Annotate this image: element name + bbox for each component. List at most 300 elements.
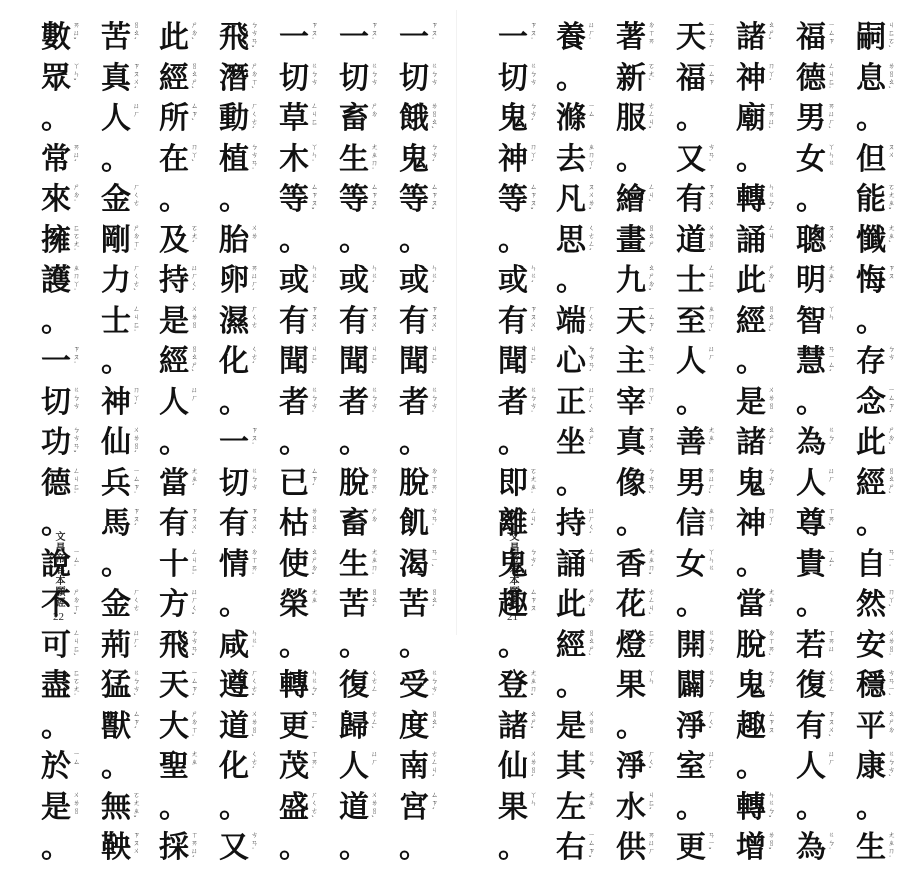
zhuyin-annotation xyxy=(431,264,438,289)
char-text: 息 xyxy=(856,60,886,96)
zhuyin-annotation xyxy=(648,426,655,459)
zhuyin-symbol: ㄘ xyxy=(768,474,775,483)
zhuyin-symbol: ㄏ xyxy=(588,304,595,313)
char-text: 趣 xyxy=(498,587,528,622)
zhuyin-symbol: ㄕ xyxy=(311,555,318,564)
zhuyin-annotation xyxy=(431,21,438,46)
char-text: 。 xyxy=(339,627,369,663)
zhuyin-symbol: ㄘ xyxy=(251,150,258,159)
zhuyin-symbol: ㄩ xyxy=(648,839,655,847)
zhuyin-symbol: ㄓ xyxy=(648,555,655,564)
zhuyin-annotation xyxy=(133,669,140,702)
zhuyin-annotation xyxy=(768,507,775,532)
zhuyin-symbol: ㄜ xyxy=(431,750,438,758)
char-text: 不 xyxy=(41,587,71,622)
punctuation-mark xyxy=(855,788,887,829)
zhuyin-annotation xyxy=(708,264,715,297)
zhuyin-symbol: ㄚ xyxy=(311,142,318,151)
tone-mark: ˙ xyxy=(73,563,77,573)
punctuation-mark xyxy=(100,342,132,383)
zhuyin-annotation xyxy=(73,629,80,662)
char-text: 茂 xyxy=(279,749,309,784)
text-char xyxy=(158,18,198,59)
tone-mark: ˙ xyxy=(371,37,375,46)
zhuyin-symbol: ㄗ xyxy=(648,320,655,329)
char-text: 經 xyxy=(556,627,586,663)
zhuyin-symbol: ㄢ xyxy=(888,677,895,685)
zhuyin-symbol: ㄉ xyxy=(371,466,378,475)
zhuyin-annotation xyxy=(371,386,378,419)
zhuyin-symbol: ㄍ xyxy=(708,628,715,637)
zhuyin-symbol: ㄕ xyxy=(888,426,895,434)
zhuyin-symbol: ㄐ xyxy=(888,21,895,29)
char-text: 穩 xyxy=(856,668,886,703)
punctuation-mark xyxy=(158,423,190,464)
zhuyin-annotation xyxy=(768,183,775,216)
zhuyin-symbol: ㄣ xyxy=(648,677,655,685)
zhuyin-annotation xyxy=(588,102,595,118)
text-char xyxy=(675,342,715,383)
zhuyin-symbol: ㄖ xyxy=(530,766,537,774)
char-text: 能 xyxy=(856,182,886,217)
zhuyin-symbol: ㄉ xyxy=(371,110,378,118)
zhuyin-symbol: ㄍ xyxy=(828,426,835,434)
zhuyin-symbol: ㄘ xyxy=(530,401,537,410)
zhuyin-symbol: ㄍ xyxy=(311,677,318,685)
zhuyin-symbol: ㄣ xyxy=(530,264,537,272)
zhuyin-symbol: ㄕ xyxy=(133,223,140,232)
tone-mark: ˋ xyxy=(708,442,712,451)
text-char xyxy=(100,18,140,59)
text-char xyxy=(278,140,318,181)
zhuyin-symbol: ㄏ xyxy=(828,758,835,766)
text-char xyxy=(675,828,715,869)
text-char xyxy=(795,140,835,181)
zhuyin-symbol: ㄤ xyxy=(191,750,198,758)
zhuyin-symbol: ㄠ xyxy=(191,353,198,361)
text-char xyxy=(218,18,258,59)
char-text: 人 xyxy=(796,749,826,784)
tone-mark: ˊ xyxy=(708,45,712,54)
zhuyin-annotation xyxy=(311,548,318,581)
tone-mark: ˊ xyxy=(133,37,137,46)
zhuyin-symbol: ㄩ xyxy=(191,385,198,394)
tone-mark: ˊ xyxy=(371,280,375,289)
zhuyin-annotation xyxy=(191,345,198,378)
tone-mark: ˋ xyxy=(888,85,892,95)
tone-mark: ˙ xyxy=(828,847,832,856)
char-text: 。 xyxy=(159,425,189,460)
char-text: 化 xyxy=(219,344,249,379)
zhuyin-symbol: ㄤ xyxy=(708,426,715,434)
tone-mark: ˇ xyxy=(191,652,195,662)
zhuyin-annotation xyxy=(311,21,318,46)
char-text: 然 xyxy=(856,587,886,622)
text-char xyxy=(497,261,537,302)
zhuyin-symbol: ㄅ xyxy=(311,685,318,693)
char-text: 像 xyxy=(616,465,646,501)
zhuyin-symbol: ㄗ xyxy=(588,847,595,855)
zhuyin-symbol: ㄠ xyxy=(768,21,775,29)
zhuyin-symbol: ㄏ xyxy=(708,709,715,718)
zhuyin-symbol: ㄢ xyxy=(311,709,318,718)
char-text: 。 xyxy=(616,506,646,541)
zhuyin-annotation xyxy=(888,264,895,280)
tone-mark: ˊ xyxy=(133,523,137,532)
tone-mark: ˙ xyxy=(530,37,534,46)
char-text: 。 xyxy=(219,182,249,217)
char-text: 南 xyxy=(399,749,429,784)
text-char xyxy=(338,383,378,424)
zhuyin-annotation xyxy=(73,669,80,702)
text-char xyxy=(615,261,655,302)
zhuyin-annotation xyxy=(530,62,537,86)
char-text: 人 xyxy=(101,101,131,136)
text-char xyxy=(158,383,198,424)
zhuyin-symbol: ㄩ xyxy=(708,345,715,353)
text-char xyxy=(497,707,537,748)
char-text: 。 xyxy=(736,749,766,784)
text-char xyxy=(555,302,595,343)
zhuyin-symbol: ㄓ xyxy=(311,596,318,604)
zhuyin-annotation xyxy=(530,264,537,289)
text-char xyxy=(218,545,258,586)
text-char xyxy=(398,59,438,100)
char-text: 生 xyxy=(339,546,369,582)
char-text: 但 xyxy=(856,141,886,177)
char-text: 。 xyxy=(279,830,309,865)
zhuyin-symbol: ㄒ xyxy=(828,507,835,515)
tone-mark: ˋ xyxy=(371,814,375,824)
text-char xyxy=(158,140,198,181)
punctuation-mark xyxy=(795,383,827,424)
text-char xyxy=(615,383,655,424)
zhuyin-symbol: ㄠ xyxy=(431,596,438,604)
zhuyin-symbol: ㄍ xyxy=(828,158,835,167)
zhuyin-symbol: ㄕ xyxy=(191,709,198,718)
text-char xyxy=(735,828,775,869)
tone-mark: ˇ xyxy=(588,207,592,216)
char-text: 淨 xyxy=(616,749,646,784)
zhuyin-symbol: ㄇ xyxy=(73,272,80,280)
zhuyin-symbol: ㄠ xyxy=(530,709,537,718)
char-text: 草 xyxy=(279,101,309,136)
zhuyin-symbol: ㄅ xyxy=(768,466,775,475)
char-text: 。 xyxy=(159,182,189,217)
text-char xyxy=(497,383,537,424)
char-text: 誦 xyxy=(736,222,766,258)
zhuyin-symbol: ㄞ xyxy=(73,21,80,29)
text-char xyxy=(158,59,198,100)
text-char xyxy=(218,342,258,383)
text-char xyxy=(497,59,537,100)
text-char xyxy=(675,707,715,748)
zhuyin-annotation xyxy=(648,629,655,654)
text-char xyxy=(795,504,835,545)
char-text: 。 xyxy=(159,789,189,825)
zhuyin-symbol: ㄠ xyxy=(311,547,318,556)
zhuyin-annotation xyxy=(73,143,80,168)
zhuyin-symbol: ㄣ xyxy=(73,69,80,78)
tone-mark: ˊ xyxy=(888,409,892,419)
zhuyin-symbol: ㄇ xyxy=(191,142,198,151)
zhuyin-annotation xyxy=(588,143,595,176)
text-char xyxy=(555,221,595,262)
text-char xyxy=(675,747,715,788)
char-text: 士 xyxy=(101,303,131,339)
zhuyin-annotation xyxy=(251,345,258,370)
zhuyin-annotation xyxy=(251,467,258,491)
zhuyin-symbol: ㄅ xyxy=(431,677,438,685)
zhuyin-annotation xyxy=(133,791,140,824)
zhuyin-annotation xyxy=(371,588,378,613)
zhuyin-symbol: ㄍ xyxy=(251,466,258,475)
zhuyin-symbol: ㄖ xyxy=(588,725,595,734)
zhuyin-symbol: ㄣ xyxy=(530,798,537,807)
zhuyin-annotation xyxy=(648,750,655,775)
text-char xyxy=(795,666,835,707)
zhuyin-symbol: ㄡ xyxy=(888,272,895,280)
char-text: 男 xyxy=(796,101,826,136)
tone-mark: ˋ xyxy=(828,733,832,743)
char-text: 明 xyxy=(796,263,826,298)
char-text: 果 xyxy=(498,789,528,825)
zhuyin-annotation xyxy=(648,791,655,816)
char-text: 切 xyxy=(41,384,71,420)
char-text: 轉 xyxy=(279,668,309,703)
zhuyin-symbol: ㄉ xyxy=(768,272,775,280)
punctuation-mark xyxy=(497,221,529,262)
zhuyin-annotation xyxy=(768,102,775,135)
char-text: 植 xyxy=(219,141,249,177)
zhuyin-annotation xyxy=(708,467,715,500)
tone-mark: ˙ xyxy=(371,409,375,419)
zhuyin-symbol: ㄓ xyxy=(708,507,715,515)
text-char xyxy=(615,342,655,383)
zhuyin-annotation xyxy=(530,507,537,532)
zhuyin-symbol: ㄖ xyxy=(768,839,775,847)
char-text: 士 xyxy=(676,263,706,298)
zhuyin-annotation xyxy=(768,224,775,240)
text-char xyxy=(735,261,775,302)
char-text: 聰 xyxy=(796,222,826,258)
zhuyin-symbol: ㄗ xyxy=(888,401,895,410)
zhuyin-symbol: ㄨ xyxy=(888,628,895,637)
tone-mark: ˊ xyxy=(530,158,534,168)
tone-mark: ˊ xyxy=(648,450,652,459)
tone-mark: ˋ xyxy=(133,288,137,297)
tone-mark: ˙ xyxy=(133,490,137,500)
tone-mark: ˙ xyxy=(371,166,375,176)
text-column xyxy=(555,18,595,869)
zhuyin-symbol: ㄡ xyxy=(133,515,140,523)
text-char xyxy=(735,302,775,343)
zhuyin-symbol: ㄅ xyxy=(371,393,378,402)
zhuyin-annotation xyxy=(191,386,198,402)
zhuyin-symbol: ㄑ xyxy=(588,401,595,410)
char-text: 果 xyxy=(616,668,646,703)
punctuation-mark xyxy=(398,221,430,262)
zhuyin-annotation xyxy=(588,710,595,734)
zhuyin-symbol: ㄇ xyxy=(530,142,537,151)
char-text: 。 xyxy=(796,182,826,217)
zhuyin-symbol: ㄡ xyxy=(431,312,438,321)
text-char xyxy=(398,99,438,140)
tone-mark: ˊ xyxy=(73,158,77,168)
zhuyin-annotation xyxy=(191,224,198,249)
char-text: 胎 xyxy=(219,222,249,258)
zhuyin-symbol: ㄤ xyxy=(648,69,655,78)
zhuyin-symbol: ㄡ xyxy=(73,353,80,361)
zhuyin-symbol: ㄘ xyxy=(133,685,140,693)
zhuyin-symbol: ㄌ xyxy=(708,231,715,240)
zhuyin-symbol: ㄅ xyxy=(251,21,258,29)
text-char xyxy=(338,545,378,586)
zhuyin-symbol: ㄈ xyxy=(708,280,715,288)
tone-mark: ˇ xyxy=(708,725,712,735)
zhuyin-symbol: ㄈ xyxy=(888,29,895,37)
zhuyin-annotation xyxy=(191,750,198,766)
zhuyin-symbol: ㄍ xyxy=(73,385,80,394)
text-char xyxy=(555,545,595,586)
zhuyin-symbol: ㄏ xyxy=(133,183,140,191)
tone-mark: ˊ xyxy=(191,693,195,702)
zhuyin-symbol: ㄅ xyxy=(191,628,198,637)
text-char xyxy=(40,626,80,667)
zhuyin-symbol: ㄖ xyxy=(73,806,80,815)
char-text: 善 xyxy=(676,425,706,460)
zhuyin-symbol: ㄓ xyxy=(530,482,537,491)
zhuyin-annotation xyxy=(311,345,318,370)
zhuyin-annotation xyxy=(530,183,537,216)
zhuyin-symbol: ㄒ xyxy=(828,628,835,637)
tone-mark: ˊ xyxy=(648,806,652,816)
text-char xyxy=(278,464,318,505)
zhuyin-symbol: ㄌ xyxy=(768,393,775,402)
text-char xyxy=(795,18,835,59)
tone-mark: ˊ xyxy=(768,685,772,694)
text-char xyxy=(158,666,198,707)
zhuyin-symbol: ㄜ xyxy=(648,588,655,596)
text-char xyxy=(795,828,835,869)
text-char xyxy=(735,18,775,59)
zhuyin-symbol: ㄏ xyxy=(828,474,835,483)
char-text: 一 xyxy=(279,20,309,55)
text-char xyxy=(615,828,655,869)
text-char xyxy=(555,788,595,829)
text-char xyxy=(40,261,80,302)
zhuyin-symbol: ㄛ xyxy=(530,466,537,475)
zhuyin-symbol: ㄗ xyxy=(133,482,140,491)
zhuyin-symbol: ㄡ xyxy=(311,29,318,37)
char-text: 歸 xyxy=(339,708,369,744)
char-text: 。 xyxy=(101,546,131,582)
char-text: 或 xyxy=(498,263,528,298)
zhuyin-symbol: ㄠ xyxy=(588,426,595,434)
zhuyin-symbol: ㄥ xyxy=(371,685,378,693)
text-char xyxy=(158,221,198,262)
zhuyin-annotation xyxy=(251,629,258,654)
zhuyin-symbol: ㄡ xyxy=(311,199,318,207)
char-text: 。 xyxy=(41,303,71,339)
zhuyin-symbol: ㄐ xyxy=(73,636,80,645)
zhuyin-symbol: ㄗ xyxy=(708,183,715,191)
char-text: 鞅 xyxy=(101,830,131,865)
zhuyin-symbol: ㄇ xyxy=(530,685,537,693)
zhuyin-symbol: ㄏ xyxy=(828,118,835,126)
text-char xyxy=(555,140,595,181)
text-char xyxy=(735,59,775,100)
text-char xyxy=(338,99,378,140)
zhuyin-symbol: ㄏ xyxy=(191,596,198,604)
zhuyin-annotation xyxy=(648,62,655,87)
char-text: 。 xyxy=(219,384,249,420)
text-char xyxy=(855,828,895,869)
char-text: 苦 xyxy=(399,587,429,622)
zhuyin-symbol: ㄗ xyxy=(708,77,715,86)
tone-mark: ˇ xyxy=(648,766,652,775)
zhuyin-symbol: ㄉ xyxy=(648,280,655,288)
char-text: 神 xyxy=(736,506,766,541)
text-char xyxy=(497,140,537,181)
zhuyin-annotation xyxy=(708,305,715,338)
zhuyin-symbol: ㄧ xyxy=(888,385,895,394)
zhuyin-symbol: ㄗ xyxy=(708,37,715,45)
zhuyin-symbol: ㄒ xyxy=(73,604,80,612)
punctuation-mark xyxy=(497,626,529,667)
zhuyin-symbol: ㄥ xyxy=(828,61,835,70)
zhuyin-annotation xyxy=(311,305,318,338)
char-text: 自 xyxy=(856,546,886,582)
char-text: 養 xyxy=(556,20,586,55)
text-column xyxy=(40,18,80,869)
zhuyin-symbol: ㄑ xyxy=(648,758,655,766)
zhuyin-symbol: ㄌ xyxy=(888,636,895,645)
zhuyin-symbol: ㄥ xyxy=(648,596,655,604)
zhuyin-annotation xyxy=(191,467,198,492)
zhuyin-symbol: ㄡ xyxy=(708,191,715,199)
char-text: 天 xyxy=(159,668,189,703)
zhuyin-annotation xyxy=(311,62,318,86)
zhuyin-symbol: ㄥ xyxy=(828,685,835,693)
tone-mark: ˊ xyxy=(133,644,137,654)
char-text: 增 xyxy=(736,830,766,865)
char-text: 鬼 xyxy=(498,546,528,582)
tone-mark: ˙ xyxy=(708,288,712,297)
zhuyin-symbol: ㄨ xyxy=(708,223,715,232)
text-char xyxy=(100,221,140,262)
char-text: 貴 xyxy=(796,546,826,582)
zhuyin-annotation xyxy=(73,345,80,370)
zhuyin-annotation xyxy=(311,386,318,419)
zhuyin-symbol: ㄘ xyxy=(530,110,537,118)
zhuyin-symbol: ㄡ xyxy=(530,199,537,207)
zhuyin-symbol: ㄗ xyxy=(768,717,775,726)
zhuyin-symbol: ㄛ xyxy=(133,790,140,799)
tone-mark: ˙ xyxy=(311,409,315,419)
zhuyin-symbol: ㄜ xyxy=(133,199,140,207)
zhuyin-symbol: ㄅ xyxy=(431,393,438,402)
text-char xyxy=(555,747,595,788)
zhuyin-symbol: ㄈ xyxy=(73,482,80,491)
text-char xyxy=(398,302,438,343)
zhuyin-symbol: ㄓ xyxy=(888,199,895,207)
zhuyin-symbol: ㄡ xyxy=(768,725,775,734)
char-text: 滌 xyxy=(556,101,586,136)
zhuyin-symbol: ㄕ xyxy=(191,361,198,369)
zhuyin-annotation xyxy=(708,750,715,775)
zhuyin-annotation xyxy=(311,264,318,289)
